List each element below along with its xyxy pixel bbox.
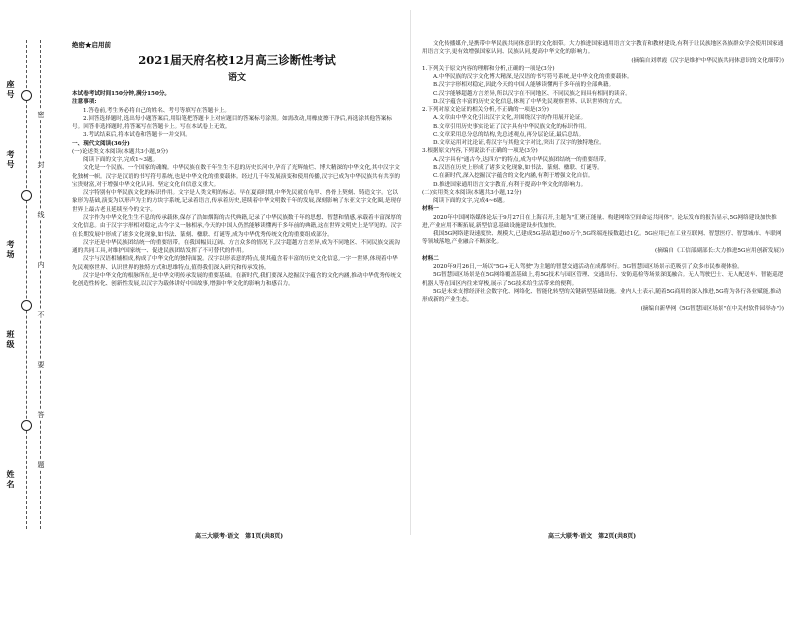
option: D.推进国家通用语言文字教育,有利于提高中华文化的影响力。: [433, 181, 587, 188]
reading-instruction: 阅读下面的文字,完成4~6题。: [433, 198, 509, 205]
spine-label-room: 考场: [6, 240, 16, 260]
footer-page-2: 高三大联考·语文 第2页(共8页): [548, 533, 637, 540]
material-title: 材料一: [422, 206, 439, 213]
option: B.文章引用历史事实论证了汉字具有中华民族文化的标识作用。: [433, 123, 590, 130]
question-1: 1.下列关于原文内容的理解和分析,正确的一项是(3分): [422, 65, 555, 72]
option: B.汉字字形相对稳定,因此今天的中国人能够读懂两千多年前的全部典籍。: [433, 82, 615, 89]
option: D.汉字蕴含丰富的历史文化信息,体现了中华先民观察世界、认识世界的方式。: [433, 98, 626, 105]
material-title: 材料二: [422, 255, 439, 262]
article-paragraph: 汉字特别有中华民族文化的标识作用。文字是人类文明的标志。早在夏商时期,中华先民就在龟甲、兽骨上契刻、铸造文字。它以象形为基础,演变为以形声为主的方块字系统,记录着语言,传承着历史,延续着中华文明数千年的发展,深刻影响了东亚文字文化圈,是现存世界上最古老且延续至今的文字。: [72, 190, 402, 213]
cut-mark: 要: [37, 361, 45, 368]
subsection-heading: (二)实用类文本阅读(本题共3小题,12分): [422, 189, 522, 196]
material-paragraph: 5G是未来支撑经济社会数字化、网络化、智能化转型的关键新型基础设施。业内人士表示,随着5G商用的深入推进,5G将为各行各业赋能,推动形成新的产业生态。: [422, 288, 782, 304]
binding-hole: [21, 90, 32, 101]
article-paragraph: 汉字与汉语相辅相成,构成了中华文化的独特面貌。汉字以形表意的特点,使其蕴含着丰富的历史文化信息,一字一世界,体现着中华先民观察世界、认识世界的独特方式和思维特点,值得我们深入研究和传承发扬。: [72, 256, 398, 271]
question-3: 3.根据原文内容,下列说法不正确的一项是(3分): [422, 148, 538, 155]
spine-label-seat: 座号: [6, 80, 16, 100]
footer-page-1: 高三大联考·语文 第1页(共8页): [195, 533, 284, 540]
binding-spine: [0, 0, 62, 551]
left-column: [72, 90, 402, 641]
spine-label-class: 班级: [6, 330, 16, 350]
note-item: 2.回答选择题时,选出每小题答案后,用铅笔把答题卡上对应题目的答案标号涂黑。如需改动,用橡皮擦干净后,再选涂其他答案标号。回答非选择题时,将答案写在答题卡上。写在本试卷上无效。: [72, 115, 392, 131]
cut-mark: 题: [37, 461, 45, 468]
cut-mark: 密: [37, 111, 45, 118]
article-paragraph: 文化是一个民族、一个国家的魂魄。中华民族在数千年生生不息的历史长河中,孕育了光辉灿烂、博大精深的中华文化,其中汉字文化独树一帜。汉字是汉语的书写符号系统,也是中华文化的重要载体。经过几千年发展演变和使用传播,汉字已成为中华民族共有共享的宝贵财富,对于增强中华文化认同、坚定文化自信意义重大。: [72, 165, 400, 188]
material-paragraph: 2020年9月26日,一场以"5G+无人驾驶"为主题的智慧交通活动在成都举行。5G智慧园区场景示范吸引了众多市民参观体验。: [433, 264, 743, 271]
cut-mark: 线: [37, 211, 45, 218]
option: D.文章运用对比论证,将汉字与其他文字对比,突出了汉字的独特地位。: [433, 140, 605, 147]
source-citation: (摘编自《工信部副部长:大力推进5G应用创新发展》): [655, 247, 784, 254]
right-column: [422, 40, 784, 591]
option: C.文章采用总分总的结构,先总述观点,再分层论证,最后总结。: [433, 131, 585, 138]
subject-label: 语文: [227, 73, 246, 83]
section-heading: 一、现代文阅读(36分): [72, 140, 130, 147]
cut-mark: 答: [37, 411, 45, 418]
exam-info: 本试卷考试时间150分钟,满分150分。: [72, 91, 171, 97]
spine-label-number: 考号: [6, 150, 16, 170]
option: B.汉语在历史上形成了诸多文化现象,如书法、篆刻、楹联、灯谜等。: [433, 164, 603, 171]
article-paragraph: 汉字还是中华民族团结统一的重要纽带。在我国幅员辽阔、方言众多的情况下,汉字超越方言差异,成为不同地区、不同民族交流沟通的共同工具,对维护国家统一、促进民族团结发挥了不可替代的作用。: [72, 239, 400, 255]
option: A.汉字具有"通古今,达四方"的特点,成为中华民族团结统一的重要纽带。: [433, 156, 610, 163]
option: A.中华民族的汉字文化博大精深,是汉语的书写符号系统,是中华文化的重要载体。: [433, 74, 633, 81]
binding-hole: [21, 190, 32, 201]
material-paragraph: 2020年中国网络媒体论坛于9月27日在上海召开,主题为"汇聚正能量、构建网络空间命运共同体"。论坛发布的报告显示,5G网络建设加快推进,产业应用不断拓展,新型信息基础设施建设步伐加快。: [422, 214, 777, 229]
binding-hole: [21, 300, 32, 311]
binding-hole: [21, 420, 32, 431]
material-paragraph: 5G智慧园区场景是在5G网络覆盖基础上,将5G技术与园区管理、交通出行、安防巡检等场景深度融合。无人驾驶巴士、无人配送车、智能巡逻机器人等在园区内往来穿梭,展示了5G技术给生活带来的便利。: [422, 272, 784, 287]
source-citation: (摘编自刘翠霞《汉字是维护中华民族共同体意识的文化细带》): [631, 57, 784, 64]
article-paragraph: 汉字作为中华文化生生不息的传承载体,保存了浩如烟海的古代典籍,记录了中华民族数千年的思想、智慧和情感,承载着丰富深厚的文化信息。由于汉字字形相对稳定,古今字义一脉相承,今天的中国人仍然能够读懂两千多年前的典籍,这在世界文明史上是罕见的。汉字在长期发展中形成了诸多文化现象,如书法、篆刻、楹联、灯谜等,成为中华优秀传统文化的重要组成部分。: [72, 214, 402, 238]
article-paragraph: 文化传播媒介,是携带中华民族共同体意识的文化细带。大力推进国家通用语言文字教育和教材建设,有利于让民族地区各族群众学会使用国家通用语言文字,更有效增强国家认同、民族认同,提高中华文化的影响力。: [422, 41, 784, 56]
cut-mark: 内: [37, 261, 45, 268]
source-citation: (摘编自新华网《5G智慧园区场景"在中关村软件园举办"》): [640, 305, 784, 312]
article-paragraph: 汉字是中华文化的根脉所在,是中华文明传承发展的重要基础。在新时代,我们要深入挖掘汉字蕴含的文化内涵,推动中华优秀传统文化创造性转化、创新性发展,以汉字为载体讲好中国故事,增强中华文化的影响力和感召力。: [72, 272, 402, 288]
page-divider: [410, 10, 411, 535]
question-2: 2.下列对原文论证的相关分析,不正确的一项是(3分): [422, 107, 549, 114]
cut-mark: 封: [37, 161, 45, 168]
note-item: 1.答卷前,考生务必将自己的姓名、考号等填写在答题卡上。: [83, 107, 230, 114]
option: C.汉字能够超越方言差异,所以汉字在不同地区、不同民族之间具有相同的读音。: [433, 90, 631, 97]
material-paragraph: 我国5G网络建设速度快、规模大,已建成5G基站超过60万个,5G终端连接数超过1亿。5G应用已在工业互联网、智慧医疗、智慧城市、车联网等领域落地,产业融合不断深化。: [422, 231, 782, 246]
spine-label-name: 姓名: [6, 470, 16, 490]
binding-line: [26, 40, 27, 529]
confidential-mark: 绝密★启用前: [72, 41, 111, 49]
cut-mark: 不: [37, 311, 45, 318]
subsection-heading: (一)论述类文本阅读(本题共3小题,9分): [72, 148, 168, 155]
option: C.在新时代,深入挖掘汉字蕴含的文化内涵,有利于增强文化自信。: [433, 173, 594, 180]
notes-title: 注意事项:: [72, 99, 97, 106]
page-title: 2021届天府名校12月高三诊断性考试: [138, 53, 336, 67]
reading-instruction: 阅读下面的文字,完成1~3题。: [83, 157, 159, 164]
note-item: 3.考试结束后,将本试卷和答题卡一并交回。: [83, 132, 191, 139]
option: A.文章由中华文化引出汉字文化,并围绕汉字的作用展开论证。: [433, 115, 587, 122]
